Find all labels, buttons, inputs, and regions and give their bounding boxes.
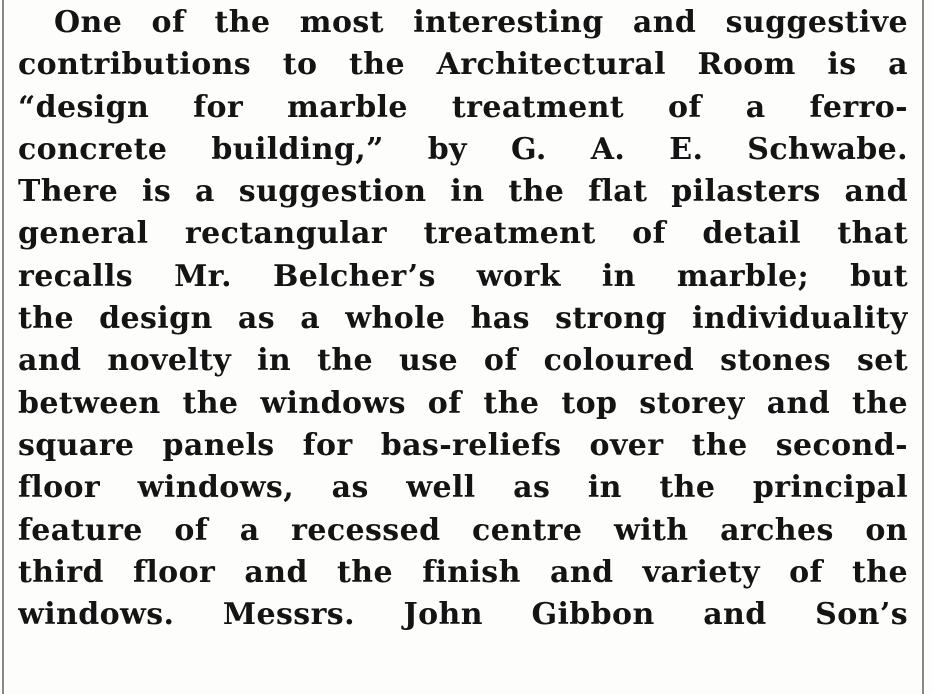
article-line-4: concrete building,” by G. A. E. Schwabe.: [18, 131, 908, 167]
article-line-6: general rectangular treatment of detail that: [18, 216, 908, 252]
column-rule-left: [2, 0, 4, 694]
article-line-10: between the windows of the top storey and the: [18, 385, 908, 421]
article-line-9: and novelty in the use of coloured stones set: [18, 343, 908, 379]
article-line-8: the design as a whole has strong individuality: [18, 301, 908, 337]
article-line-5: There is a suggestion in the flat pilasters and: [18, 174, 908, 210]
article-line-11: square panels for bas-reliefs over the second-: [18, 427, 908, 463]
column-rule-right: [922, 0, 924, 694]
article-line-3: “design for marble treatment of a ferro-: [18, 89, 908, 125]
article-line-1: One of the most interesting and suggestive: [54, 5, 908, 40]
article-line-12: floor windows, as well as in the principal: [18, 470, 908, 506]
article-line-15: windows. Messrs. John Gibbon and Son’s: [18, 597, 908, 633]
article-line-2: contributions to the Architectural Room is a: [18, 47, 908, 83]
article-line-7: recalls Mr. Belcher’s work in marble; but: [18, 258, 908, 294]
article-line-14: third floor and the finish and variety of the: [18, 554, 908, 590]
article-line-13: feature of a recessed centre with arches on: [18, 512, 908, 548]
article-column: [18, 2, 908, 636]
